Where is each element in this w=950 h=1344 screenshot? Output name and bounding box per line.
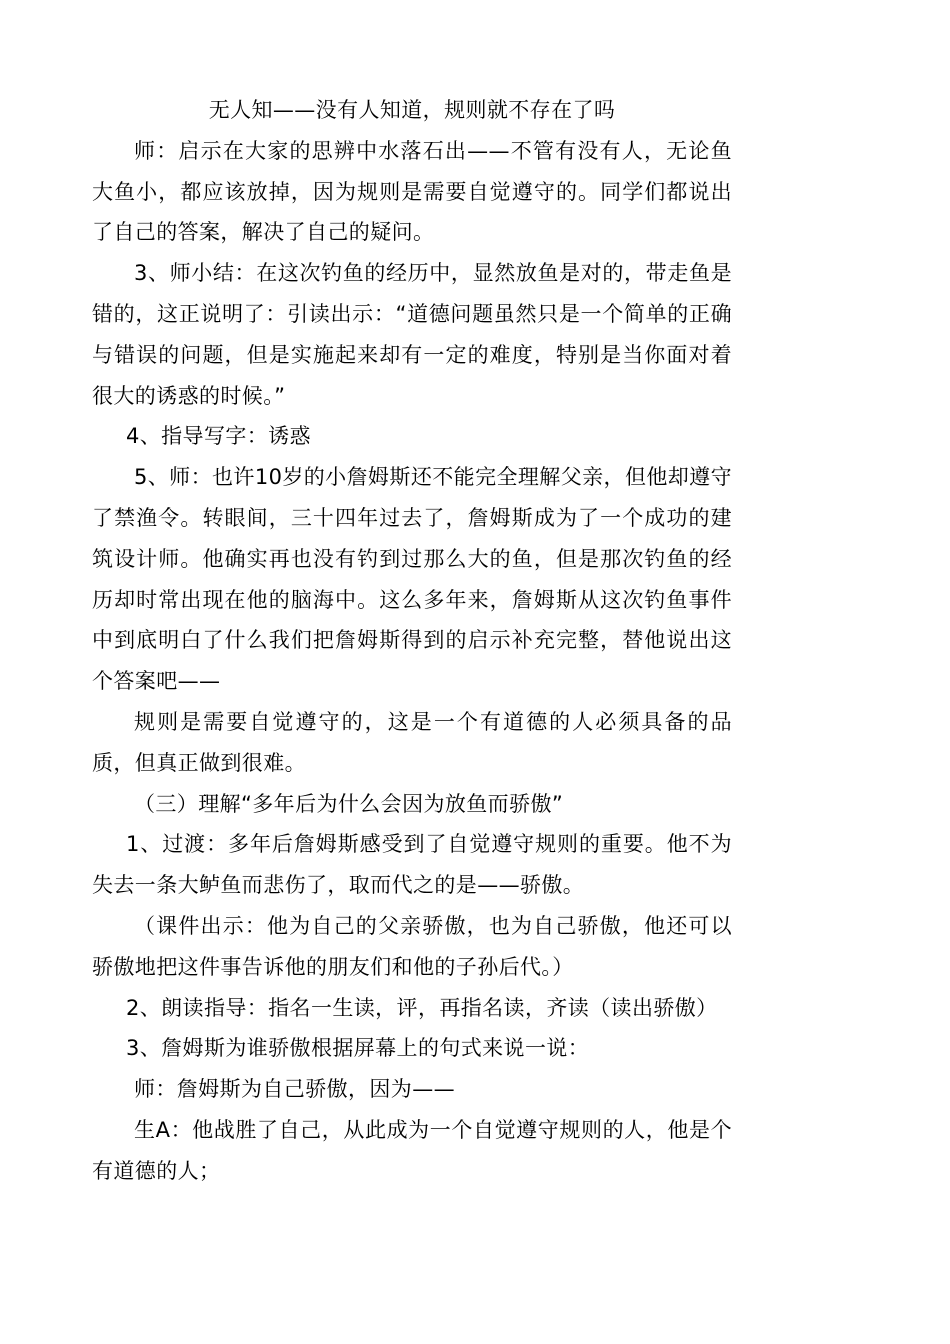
document-body: [92, 90, 732, 1192]
paragraph: 2、朗读指导：指名一生读，评，再指名读，齐读（读出骄傲）: [126, 995, 718, 1020]
paragraph: 1、过渡：多年后詹姆斯感受到了自觉遵守规则的重要。他不为失去一条大鲈鱼而悲伤了，取而代之的是——骄傲。: [92, 832, 732, 898]
section-heading: 无人知——没有人知道，规则就不存在了吗: [208, 98, 616, 122]
paragraph: 生A：他战胜了自己，从此成为一个自觉遵守规则的人，他是个有道德的人；: [92, 1117, 732, 1183]
paragraph: （课件出示：他为自己的父亲骄傲，也为自己骄傲，他还可以骄傲地把这件事告诉他的朋友们和他的子孙后代。）: [92, 913, 732, 979]
paragraph: 5、师：也许10岁的小詹姆斯还不能完全理解父亲，但他却遵守了禁渔令。转眼间，三十四年过去了，詹姆斯成为了一个成功的建筑设计师。他确实再也没有钓到过那么大的鱼，但是那次钓鱼的经历却时常出现在他的脑海中。这么多年来，詹姆斯从这次钓鱼事件中到底明白了什么我们把詹姆斯得到的启示补充完整，替他说出这个答案吧——: [92, 465, 732, 694]
paragraph: 师：詹姆斯为自己骄傲，因为——: [134, 1077, 455, 1102]
paragraph: 3、詹姆斯为谁骄傲根据屏幕上的句式来说一说：: [126, 1036, 590, 1061]
paragraph: 规则是需要自觉遵守的，这是一个有道德的人必须具备的品质，但真正做到很难。: [92, 709, 732, 775]
paragraph: 4、指导写字：诱惑: [126, 424, 311, 449]
section-heading: （三）理解“多年后为什么会因为放鱼而骄傲”: [134, 791, 564, 816]
paragraph: 3、师小结：在这次钓鱼的经历中，显然放鱼是对的，带走鱼是错的，这正说明了：引读出示：“道德问题虽然只是一个简单的正确与错误的问题，但是实施起来却有一定的难度，特别是当你面对着很大的诱惑的时候。”: [92, 261, 732, 408]
paragraph: 师：启示在大家的思辨中水落石出——不管有没有人，无论鱼大鱼小，都应该放掉，因为规则是需要自觉遵守的。同学们都说出了自己的答案，解决了自己的疑问。: [92, 138, 732, 245]
